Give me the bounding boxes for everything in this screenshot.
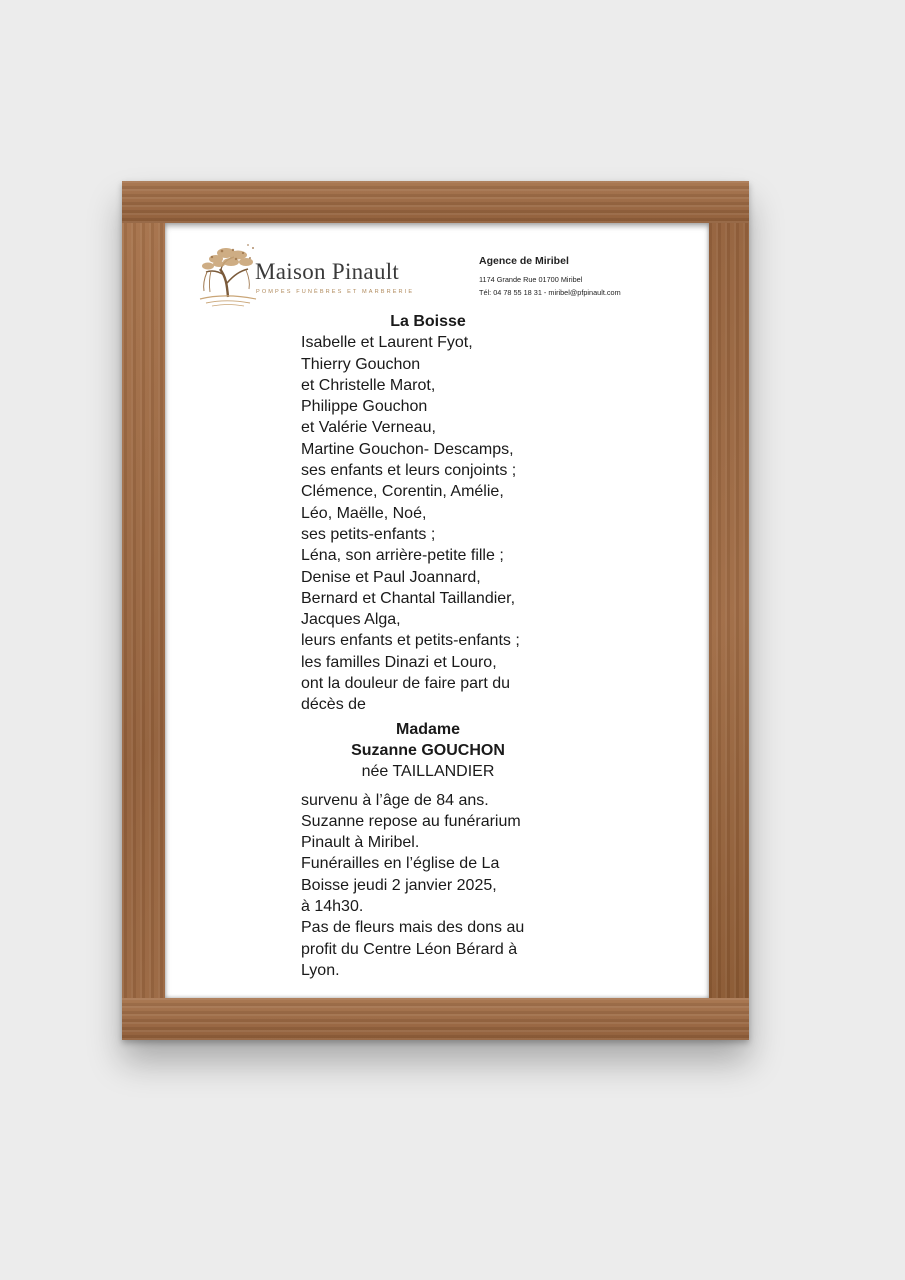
company-logo xyxy=(198,239,448,311)
family-line: Martine Gouchon- Descamps, xyxy=(301,440,514,458)
family-line: et Christelle Marot, xyxy=(301,376,436,394)
agency-info xyxy=(479,255,621,299)
detail-list xyxy=(301,790,601,982)
notice-place: La Boisse xyxy=(390,313,466,330)
frame-top-rail xyxy=(122,181,749,223)
detail-line: survenu à l’âge de 84 ans. xyxy=(301,791,489,809)
family-line: Denise et Paul Joannard, xyxy=(301,568,481,586)
agency-contact: Tél: 04 78 55 18 31 - miribel@pfpinault.com xyxy=(479,288,621,297)
detail-line: Suzanne repose au funérarium xyxy=(301,812,521,830)
agency-title: Agence de Miribel xyxy=(479,255,569,267)
detail-line: Pas de fleurs mais des dons au xyxy=(301,919,525,937)
agency-address: 1174 Grande Rue 01700 Miribel xyxy=(479,275,583,284)
detail-line: Boisse jeudi 2 janvier 2025, xyxy=(301,876,497,894)
detail-line: Lyon. xyxy=(301,961,340,979)
family-line: ses petits-enfants ; xyxy=(301,525,436,543)
family-line: Philippe Gouchon xyxy=(301,398,428,416)
detail-line: Funérailles en l’église de La xyxy=(301,855,500,873)
family-line: et Valérie Verneau, xyxy=(301,419,436,437)
maiden-name: née TAILLANDIER xyxy=(361,763,495,781)
family-line: Jacques Alga, xyxy=(301,611,401,629)
detail-line: profit du Centre Léon Bérard à xyxy=(301,940,518,958)
family-list xyxy=(301,332,601,715)
tree-icon xyxy=(198,239,258,311)
family-line: leurs enfants et petits-enfants ; xyxy=(301,632,520,650)
death-notice-page xyxy=(165,223,709,998)
family-line: Clémence, Corentin, Amélie, xyxy=(301,483,504,501)
family-line: ses enfants et leurs conjoints ; xyxy=(301,462,517,480)
family-line: Léo, Maëlle, Noé, xyxy=(301,504,427,522)
family-line: Isabelle et Laurent Fyot, xyxy=(301,334,473,352)
family-line: les familles Dinazi et Louro, xyxy=(301,653,497,671)
family-line: décès de xyxy=(301,696,366,714)
brand-name: Maison Pinault xyxy=(255,259,400,284)
family-line: Thierry Gouchon xyxy=(301,355,421,373)
detail-line: Pinault à Miribel. xyxy=(301,834,420,852)
deceased-title: Madame xyxy=(395,720,461,738)
notice-text xyxy=(301,311,601,981)
family-line: Léna, son arrière-petite fille ; xyxy=(301,547,504,565)
picture-frame xyxy=(122,181,749,1040)
family-line: Bernard et Chantal Taillandier, xyxy=(301,589,516,607)
family-line: ont la douleur de faire part du xyxy=(301,675,511,693)
deceased-block xyxy=(301,719,555,783)
brand-tagline: POMPES FUNÈBRES ET MARBRERIE xyxy=(256,289,415,295)
deceased-name: Suzanne GOUCHON xyxy=(351,741,505,759)
frame-bottom-rail xyxy=(122,998,749,1040)
detail-line: à 14h30. xyxy=(301,898,364,916)
